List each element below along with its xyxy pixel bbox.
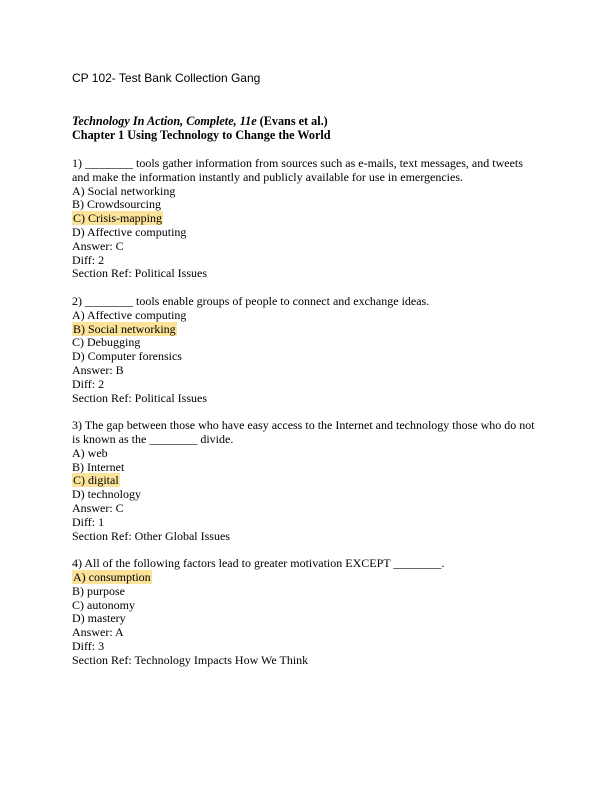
book-title-line bbox=[72, 114, 331, 128]
question-stem: 4) All of the following factors lead to greater motivation EXCEPT ________. bbox=[72, 556, 445, 571]
answer-option-highlighted: B) Social networking bbox=[73, 321, 176, 336]
book-title: Technology In Action, Complete, 11e bbox=[72, 114, 257, 128]
difficulty: Diff: 3 bbox=[72, 638, 105, 653]
answer-option: A) web bbox=[72, 445, 108, 460]
answer-option-highlighted: A) consumption bbox=[73, 569, 151, 584]
answer-option: B) purpose bbox=[72, 583, 125, 598]
answer-option-highlighted: C) digital bbox=[73, 473, 119, 488]
answer-key: Answer: B bbox=[72, 362, 124, 377]
section-ref: Section Ref: Political Issues bbox=[72, 390, 207, 405]
question-stem: 2) ________ tools enable groups of people to connect and exchange ideas. bbox=[72, 293, 430, 308]
question-stem: and make the information instantly and publicly available for use in emergencies. bbox=[72, 169, 463, 184]
question-stem: 3) The gap between those who have easy access to the Internet and technology those who do not bbox=[72, 418, 535, 433]
question-stem: 1) ________ tools gather information from sources such as e-mails, text messages, and tweets bbox=[72, 156, 523, 170]
answer-option: A) Affective computing bbox=[72, 307, 187, 322]
question-item bbox=[72, 157, 547, 281]
answer-key: Answer: C bbox=[72, 500, 124, 515]
section-ref: Section Ref: Political Issues bbox=[72, 266, 207, 281]
difficulty: Diff: 2 bbox=[72, 252, 105, 267]
question-stem: is known as the ________ divide. bbox=[72, 431, 234, 446]
book-info bbox=[72, 114, 331, 142]
answer-key: Answer: A bbox=[72, 625, 124, 640]
answer-option: C) autonomy bbox=[72, 597, 135, 612]
difficulty: Diff: 2 bbox=[72, 376, 105, 391]
answer-option: D) mastery bbox=[72, 611, 126, 626]
chapter-title: Chapter 1 Using Technology to Change the World bbox=[72, 128, 331, 142]
answer-option: B) Internet bbox=[72, 459, 125, 474]
page-header: CP 102- Test Bank Collection Gang bbox=[72, 71, 261, 85]
question-item bbox=[72, 557, 547, 667]
answer-option: A) Social networking bbox=[72, 183, 176, 198]
answer-option-highlighted: C) Crisis-mapping bbox=[73, 211, 162, 226]
question-item bbox=[72, 295, 547, 405]
section-ref: Section Ref: Technology Impacts How We Think bbox=[72, 652, 309, 667]
section-ref: Section Ref: Other Global Issues bbox=[72, 528, 230, 543]
answer-option: D) Affective computing bbox=[72, 224, 187, 239]
answer-option: D) technology bbox=[72, 487, 141, 502]
answer-option: D) Computer forensics bbox=[72, 349, 182, 364]
answer-option: B) Crowdsourcing bbox=[72, 197, 161, 212]
question-list bbox=[72, 157, 547, 681]
answer-key: Answer: C bbox=[72, 238, 124, 253]
book-authors: (Evans et al.) bbox=[256, 114, 328, 128]
question-item bbox=[72, 419, 547, 543]
answer-option: C) Debugging bbox=[72, 335, 141, 350]
difficulty: Diff: 1 bbox=[72, 514, 105, 529]
